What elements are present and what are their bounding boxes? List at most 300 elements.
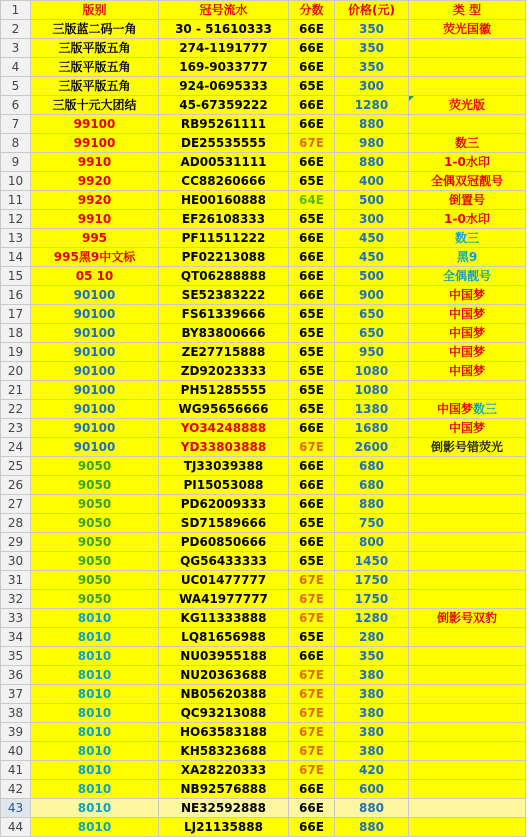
edition-cell[interactable]: 三版蓝二码一角 (31, 20, 159, 39)
score-cell[interactable]: 66E (289, 96, 335, 115)
type-cell[interactable]: 数三 (409, 229, 526, 248)
type-cell[interactable]: 全偶双冠靓号 (409, 172, 526, 191)
edition-cell[interactable]: 90100 (31, 324, 159, 343)
type-cell[interactable] (409, 742, 526, 761)
edition-cell[interactable]: 8010 (31, 761, 159, 780)
edition-cell[interactable]: 9050 (31, 476, 159, 495)
score-cell[interactable]: 67E (289, 571, 335, 590)
type-cell[interactable] (409, 590, 526, 609)
type-cell[interactable]: 中国梦 (409, 324, 526, 343)
type-cell[interactable] (409, 533, 526, 552)
score-cell[interactable]: 67E (289, 134, 335, 153)
row-number[interactable]: 27 (1, 495, 31, 514)
price-cell[interactable]: 880 (335, 495, 409, 514)
price-cell[interactable]: 650 (335, 324, 409, 343)
header-score[interactable]: 分数 (289, 1, 335, 20)
row-number[interactable]: 22 (1, 400, 31, 419)
edition-cell[interactable]: 三版平版五角 (31, 39, 159, 58)
table-row (1, 343, 526, 362)
price-cell[interactable]: 420 (335, 761, 409, 780)
price-cell[interactable]: 1080 (335, 362, 409, 381)
edition-cell[interactable]: 8010 (31, 685, 159, 704)
header-type[interactable]: 类 型 (409, 1, 526, 20)
score-cell[interactable]: 67E (289, 742, 335, 761)
serial-cell[interactable]: WG95656666 (159, 400, 289, 419)
type-cell[interactable] (409, 799, 526, 818)
score-cell[interactable]: 65E (289, 362, 335, 381)
edition-cell[interactable]: 8010 (31, 799, 159, 818)
serial-cell[interactable]: YD33803888 (159, 438, 289, 457)
type-cell[interactable] (409, 514, 526, 533)
table-row (1, 514, 526, 533)
table-row (1, 419, 526, 438)
score-cell[interactable]: 67E (289, 666, 335, 685)
row-number[interactable]: 40 (1, 742, 31, 761)
table-row (1, 153, 526, 172)
serial-cell[interactable]: QT06288888 (159, 267, 289, 286)
price-cell[interactable]: 680 (335, 476, 409, 495)
row-number[interactable]: 3 (1, 39, 31, 58)
table-row (1, 20, 526, 39)
serial-cell[interactable]: BY83800666 (159, 324, 289, 343)
table-row (1, 495, 526, 514)
edition-cell[interactable]: 90100 (31, 419, 159, 438)
type-cell[interactable]: 倒影号错荧光 (409, 438, 526, 457)
type-cell[interactable] (409, 552, 526, 571)
table-row (1, 96, 526, 115)
row-number[interactable]: 26 (1, 476, 31, 495)
type-cell[interactable] (409, 666, 526, 685)
type-cell[interactable]: 倒影号双豹 (409, 609, 526, 628)
type-cell[interactable]: 1-0水印 (409, 153, 526, 172)
score-cell[interactable]: 65E (289, 552, 335, 571)
serial-cell[interactable]: PI15053088 (159, 476, 289, 495)
serial-cell[interactable]: 924-0695333 (159, 77, 289, 96)
edition-cell[interactable]: 8010 (31, 704, 159, 723)
price-cell[interactable]: 650 (335, 305, 409, 324)
type-cell[interactable]: 中国梦 (409, 343, 526, 362)
score-cell[interactable]: 67E (289, 761, 335, 780)
row-number[interactable]: 37 (1, 685, 31, 704)
edition-cell[interactable]: 8010 (31, 780, 159, 799)
score-cell[interactable]: 66E (289, 457, 335, 476)
serial-cell[interactable]: QG56433333 (159, 552, 289, 571)
score-cell[interactable]: 67E (289, 609, 335, 628)
type-cell[interactable]: 中国梦 (409, 286, 526, 305)
score-cell[interactable]: 65E (289, 172, 335, 191)
serial-cell[interactable]: PD60850666 (159, 533, 289, 552)
row-number[interactable]: 17 (1, 305, 31, 324)
edition-cell[interactable]: 05 10 (31, 267, 159, 286)
row-number[interactable]: 20 (1, 362, 31, 381)
serial-cell[interactable]: FS61339666 (159, 305, 289, 324)
price-cell[interactable]: 350 (335, 58, 409, 77)
score-cell[interactable]: 65E (289, 628, 335, 647)
row-number[interactable]: 25 (1, 457, 31, 476)
edition-cell[interactable]: 三版十元大团结 (31, 96, 159, 115)
row-number[interactable]: 5 (1, 77, 31, 96)
price-cell[interactable]: 380 (335, 685, 409, 704)
price-cell[interactable]: 380 (335, 723, 409, 742)
price-cell[interactable]: 1450 (335, 552, 409, 571)
serial-cell[interactable]: HO63583188 (159, 723, 289, 742)
edition-cell[interactable]: 9910 (31, 210, 159, 229)
table-row (1, 685, 526, 704)
type-part: 数三 (473, 402, 498, 416)
edition-cell[interactable]: 9050 (31, 590, 159, 609)
score-cell[interactable]: 67E (289, 704, 335, 723)
edition-cell[interactable]: 90100 (31, 381, 159, 400)
price-cell[interactable]: 280 (335, 628, 409, 647)
score-cell[interactable]: 66E (289, 818, 335, 837)
edition-cell[interactable]: 90100 (31, 362, 159, 381)
serial-cell[interactable]: SE52383222 (159, 286, 289, 305)
serial-cell[interactable]: XA28220333 (159, 761, 289, 780)
edition-cell[interactable]: 90100 (31, 305, 159, 324)
price-cell[interactable]: 300 (335, 77, 409, 96)
edition-cell[interactable]: 三版平版五角 (31, 58, 159, 77)
row-number[interactable]: 18 (1, 324, 31, 343)
edition-cell[interactable]: 9050 (31, 514, 159, 533)
table-row (1, 571, 526, 590)
edition-cell[interactable]: 9050 (31, 552, 159, 571)
score-cell[interactable]: 67E (289, 685, 335, 704)
score-cell[interactable]: 66E (289, 419, 335, 438)
serial-cell[interactable]: PH51285555 (159, 381, 289, 400)
table-row (1, 818, 526, 837)
score-cell[interactable]: 67E (289, 590, 335, 609)
table-row (1, 77, 526, 96)
serial-cell[interactable]: 30 - 51610333 (159, 20, 289, 39)
edition-cell[interactable]: 90100 (31, 286, 159, 305)
price-cell[interactable]: 880 (335, 799, 409, 818)
type-cell[interactable] (409, 495, 526, 514)
type-cell[interactable] (409, 761, 526, 780)
type-cell[interactable] (409, 39, 526, 58)
edition-cell[interactable]: 90100 (31, 343, 159, 362)
price-cell[interactable]: 1750 (335, 571, 409, 590)
edition-cell[interactable]: 9050 (31, 495, 159, 514)
price-cell[interactable]: 380 (335, 704, 409, 723)
score-cell[interactable]: 66E (289, 115, 335, 134)
header-price[interactable]: 价格(元) (335, 1, 409, 20)
edition-cell[interactable]: 9050 (31, 457, 159, 476)
serial-cell[interactable]: WA41977777 (159, 590, 289, 609)
score-cell[interactable]: 65E (289, 324, 335, 343)
table-row (1, 381, 526, 400)
score-cell[interactable]: 65E (289, 381, 335, 400)
score-cell[interactable]: 66E (289, 58, 335, 77)
serial-cell[interactable]: KG11333888 (159, 609, 289, 628)
table-row (1, 58, 526, 77)
row-number[interactable]: 16 (1, 286, 31, 305)
serial-cell[interactable]: DE25535555 (159, 134, 289, 153)
row-number[interactable]: 41 (1, 761, 31, 780)
row-number[interactable]: 42 (1, 780, 31, 799)
score-cell[interactable]: 66E (289, 647, 335, 666)
serial-cell[interactable]: PF02213088 (159, 248, 289, 267)
table-row (1, 609, 526, 628)
table-row (1, 761, 526, 780)
edition-cell[interactable]: 90100 (31, 438, 159, 457)
score-cell[interactable]: 65E (289, 210, 335, 229)
serial-cell[interactable]: CC88260666 (159, 172, 289, 191)
type-cell[interactable] (409, 780, 526, 799)
type-cell[interactable] (409, 818, 526, 837)
type-cell[interactable] (409, 704, 526, 723)
type-cell[interactable]: 黑9 (409, 248, 526, 267)
row-number[interactable]: 6 (1, 96, 31, 115)
edition-cell[interactable]: 8010 (31, 818, 159, 837)
serial-cell[interactable]: SD71589666 (159, 514, 289, 533)
price-cell[interactable]: 1280 (335, 96, 409, 115)
table-row (1, 647, 526, 666)
table-row (1, 229, 526, 248)
price-cell[interactable]: 800 (335, 533, 409, 552)
row-number[interactable]: 33 (1, 609, 31, 628)
type-cell[interactable] (409, 381, 526, 400)
type-cell[interactable] (409, 115, 526, 134)
type-cell[interactable] (409, 647, 526, 666)
price-cell[interactable]: 880 (335, 818, 409, 837)
score-cell[interactable]: 65E (289, 77, 335, 96)
edition-cell[interactable]: 9920 (31, 172, 159, 191)
header-serial[interactable]: 冠号流水 (159, 1, 289, 20)
serial-cell[interactable]: ZE27715888 (159, 343, 289, 362)
row-number[interactable]: 1 (1, 1, 31, 20)
price-cell[interactable]: 350 (335, 647, 409, 666)
type-cell[interactable] (409, 571, 526, 590)
row-number[interactable]: 31 (1, 571, 31, 590)
score-cell[interactable]: 66E (289, 267, 335, 286)
price-cell[interactable]: 1280 (335, 609, 409, 628)
type-cell[interactable] (409, 628, 526, 647)
row-number[interactable]: 32 (1, 590, 31, 609)
table-row (1, 438, 526, 457)
serial-cell[interactable]: UC01477777 (159, 571, 289, 590)
score-cell[interactable]: 66E (289, 799, 335, 818)
serial-cell[interactable]: 45-67359222 (159, 96, 289, 115)
table-row (1, 533, 526, 552)
price-cell[interactable]: 380 (335, 742, 409, 761)
score-cell[interactable]: 66E (289, 476, 335, 495)
table-row (1, 799, 526, 818)
table-row (1, 476, 526, 495)
type-cell[interactable] (409, 476, 526, 495)
price-cell[interactable]: 350 (335, 39, 409, 58)
table-row (1, 780, 526, 799)
edition-cell[interactable]: 99100 (31, 115, 159, 134)
serial-cell[interactable]: YO34248888 (159, 419, 289, 438)
price-cell[interactable]: 380 (335, 666, 409, 685)
edition-cell[interactable]: 三版平版五角 (31, 77, 159, 96)
score-cell[interactable]: 66E (289, 780, 335, 799)
row-number[interactable]: 28 (1, 514, 31, 533)
type-cell[interactable] (409, 400, 526, 419)
serial-cell[interactable]: KH58323688 (159, 742, 289, 761)
price-cell[interactable]: 500 (335, 191, 409, 210)
edition-cell[interactable]: 90100 (31, 400, 159, 419)
row-number[interactable]: 39 (1, 723, 31, 742)
serial-cell[interactable]: QC93213088 (159, 704, 289, 723)
type-part: 中国梦 (436, 402, 473, 416)
type-cell[interactable]: 数三 (409, 134, 526, 153)
row-number[interactable]: 2 (1, 20, 31, 39)
edition-cell[interactable]: 8010 (31, 723, 159, 742)
table-row (1, 324, 526, 343)
header-edition[interactable]: 版别 (31, 1, 159, 20)
type-cell[interactable]: 中国梦 (409, 362, 526, 381)
type-cell[interactable] (409, 457, 526, 476)
price-cell[interactable]: 1750 (335, 590, 409, 609)
score-cell[interactable]: 64E (289, 191, 335, 210)
type-cell[interactable] (409, 685, 526, 704)
edition-cell[interactable]: 8010 (31, 666, 159, 685)
table-row (1, 39, 526, 58)
row-number[interactable]: 14 (1, 248, 31, 267)
row-number[interactable]: 4 (1, 58, 31, 77)
row-number[interactable]: 7 (1, 115, 31, 134)
price-cell[interactable]: 750 (335, 514, 409, 533)
row-number[interactable]: 35 (1, 647, 31, 666)
row-number[interactable]: 23 (1, 419, 31, 438)
row-number[interactable]: 38 (1, 704, 31, 723)
row-number[interactable]: 9 (1, 153, 31, 172)
price-cell[interactable]: 450 (335, 229, 409, 248)
table-row (1, 704, 526, 723)
row-number[interactable]: 43 (1, 799, 31, 818)
type-cell[interactable]: 荧光版 (409, 96, 526, 115)
serial-cell[interactable]: EF26108333 (159, 210, 289, 229)
row-number[interactable]: 13 (1, 229, 31, 248)
table-row (1, 666, 526, 685)
edition-cell[interactable]: 9050 (31, 533, 159, 552)
price-cell[interactable]: 880 (335, 115, 409, 134)
row-number[interactable]: 30 (1, 552, 31, 571)
price-cell[interactable]: 1380 (335, 400, 409, 419)
score-cell[interactable]: 66E (289, 533, 335, 552)
serial-cell[interactable]: 274-1191777 (159, 39, 289, 58)
type-cell[interactable]: 荧光国徽 (409, 20, 526, 39)
row-number[interactable]: 19 (1, 343, 31, 362)
serial-cell[interactable]: NB92576888 (159, 780, 289, 799)
type-cell[interactable]: 全偶靓号 (409, 267, 526, 286)
serial-cell[interactable]: NE32592888 (159, 799, 289, 818)
row-number[interactable]: 10 (1, 172, 31, 191)
type-cell[interactable]: 倒置号 (409, 191, 526, 210)
price-cell[interactable]: 950 (335, 343, 409, 362)
serial-cell[interactable]: NU20363688 (159, 666, 289, 685)
serial-cell[interactable]: 169-9033777 (159, 58, 289, 77)
price-cell[interactable]: 980 (335, 134, 409, 153)
edition-cell[interactable]: 995 (31, 229, 159, 248)
edition-cell[interactable]: 9920 (31, 191, 159, 210)
score-cell[interactable]: 66E (289, 20, 335, 39)
price-cell[interactable]: 1080 (335, 381, 409, 400)
price-cell[interactable]: 500 (335, 267, 409, 286)
row-number[interactable]: 34 (1, 628, 31, 647)
edition-cell[interactable]: 8010 (31, 742, 159, 761)
serial-cell[interactable]: HE00160888 (159, 191, 289, 210)
serial-cell[interactable]: LQ81656988 (159, 628, 289, 647)
table-row (1, 172, 526, 191)
price-cell[interactable]: 600 (335, 780, 409, 799)
score-cell[interactable]: 67E (289, 438, 335, 457)
edition-cell[interactable]: 8010 (31, 609, 159, 628)
edition-cell[interactable]: 8010 (31, 628, 159, 647)
edition-cell[interactable]: 995黑9中文标 (31, 248, 159, 267)
price-cell[interactable]: 1680 (335, 419, 409, 438)
price-cell[interactable]: 350 (335, 20, 409, 39)
row-number[interactable]: 8 (1, 134, 31, 153)
row-number[interactable]: 12 (1, 210, 31, 229)
score-cell[interactable]: 66E (289, 248, 335, 267)
table-row (1, 457, 526, 476)
row-number[interactable]: 44 (1, 818, 31, 837)
row-number[interactable]: 24 (1, 438, 31, 457)
type-cell[interactable] (409, 58, 526, 77)
edition-cell[interactable]: 9050 (31, 571, 159, 590)
price-cell[interactable]: 2600 (335, 438, 409, 457)
score-cell[interactable]: 65E (289, 343, 335, 362)
score-cell[interactable]: 66E (289, 39, 335, 58)
serial-cell[interactable]: AD00531111 (159, 153, 289, 172)
serial-cell[interactable]: TJ33039388 (159, 457, 289, 476)
type-cell[interactable]: 1-0水印 (409, 210, 526, 229)
edition-cell[interactable]: 8010 (31, 647, 159, 666)
table-row (1, 267, 526, 286)
score-cell[interactable]: 67E (289, 723, 335, 742)
serial-cell[interactable]: PD62009333 (159, 495, 289, 514)
table-row (1, 723, 526, 742)
type-cell[interactable]: 中国梦 (409, 419, 526, 438)
score-cell[interactable]: 65E (289, 305, 335, 324)
type-cell[interactable]: 中国梦 (409, 305, 526, 324)
serial-cell[interactable]: NB05620388 (159, 685, 289, 704)
price-cell[interactable]: 300 (335, 210, 409, 229)
type-cell[interactable] (409, 77, 526, 96)
header-row (1, 1, 526, 20)
table-row (1, 362, 526, 381)
serial-cell[interactable]: LJ21135888 (159, 818, 289, 837)
row-number[interactable]: 11 (1, 191, 31, 210)
score-cell[interactable]: 66E (289, 229, 335, 248)
serial-cell[interactable]: PF11511222 (159, 229, 289, 248)
score-cell[interactable]: 66E (289, 495, 335, 514)
row-number[interactable]: 29 (1, 533, 31, 552)
serial-cell[interactable]: RB95261111 (159, 115, 289, 134)
serial-cell[interactable]: ZD92023333 (159, 362, 289, 381)
score-cell[interactable]: 66E (289, 153, 335, 172)
price-cell[interactable]: 880 (335, 153, 409, 172)
price-cell[interactable]: 900 (335, 286, 409, 305)
table-row (1, 210, 526, 229)
row-number[interactable]: 21 (1, 381, 31, 400)
table-row (1, 305, 526, 324)
price-cell[interactable]: 400 (335, 172, 409, 191)
serial-cell[interactable]: NU03955188 (159, 647, 289, 666)
score-cell[interactable]: 65E (289, 400, 335, 419)
price-cell[interactable]: 680 (335, 457, 409, 476)
score-cell[interactable]: 65E (289, 514, 335, 533)
edition-cell[interactable]: 99100 (31, 134, 159, 153)
score-cell[interactable]: 66E (289, 286, 335, 305)
row-number[interactable]: 36 (1, 666, 31, 685)
price-cell[interactable]: 450 (335, 248, 409, 267)
type-cell[interactable] (409, 723, 526, 742)
edition-cell[interactable]: 9910 (31, 153, 159, 172)
row-number[interactable]: 15 (1, 267, 31, 286)
